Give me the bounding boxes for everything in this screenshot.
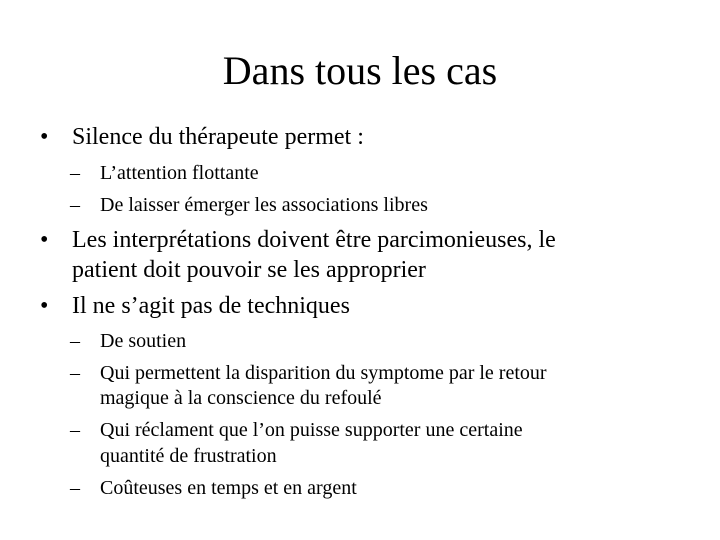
sub-bullet-text: L’attention flottante xyxy=(100,162,259,184)
slide-title: Dans tous les cas xyxy=(222,48,498,93)
bullet-text: Il ne s’agit pas de techniques xyxy=(72,293,350,319)
bullet-text: Les interprétations doivent être parcimonieuses, le xyxy=(72,227,556,253)
sub-bullet-marker: – xyxy=(70,194,80,216)
sub-bullet-text: Qui permettent la disparition du symptome par le retour xyxy=(100,362,547,384)
sub-bullet-marker: – xyxy=(70,477,80,499)
sub-bullet-text: De soutien xyxy=(100,330,187,352)
sub-bullet-text: Coûteuses en temps et en argent xyxy=(100,477,357,499)
sub-bullet-text: De laisser émerger les associations libres xyxy=(100,194,428,216)
sub-bullet-marker: – xyxy=(70,362,80,384)
bullet-marker: • xyxy=(40,293,49,319)
sub-bullet-text: Qui réclament que l’on puisse supporter une certaine xyxy=(100,419,523,441)
bullet-text: patient doit pouvoir se les approprier xyxy=(72,257,426,283)
sub-bullet-marker: – xyxy=(70,162,80,184)
sub-bullet-marker: – xyxy=(70,419,80,441)
sub-bullet-marker: – xyxy=(70,330,80,352)
bullet-marker: • xyxy=(40,227,49,253)
sub-bullet-text: quantité de frustration xyxy=(100,445,277,467)
bullet-marker: • xyxy=(40,124,49,150)
sub-bullet-text: magique à la conscience du refoulé xyxy=(100,387,382,409)
bullet-text: Silence du thérapeute permet : xyxy=(72,124,364,150)
